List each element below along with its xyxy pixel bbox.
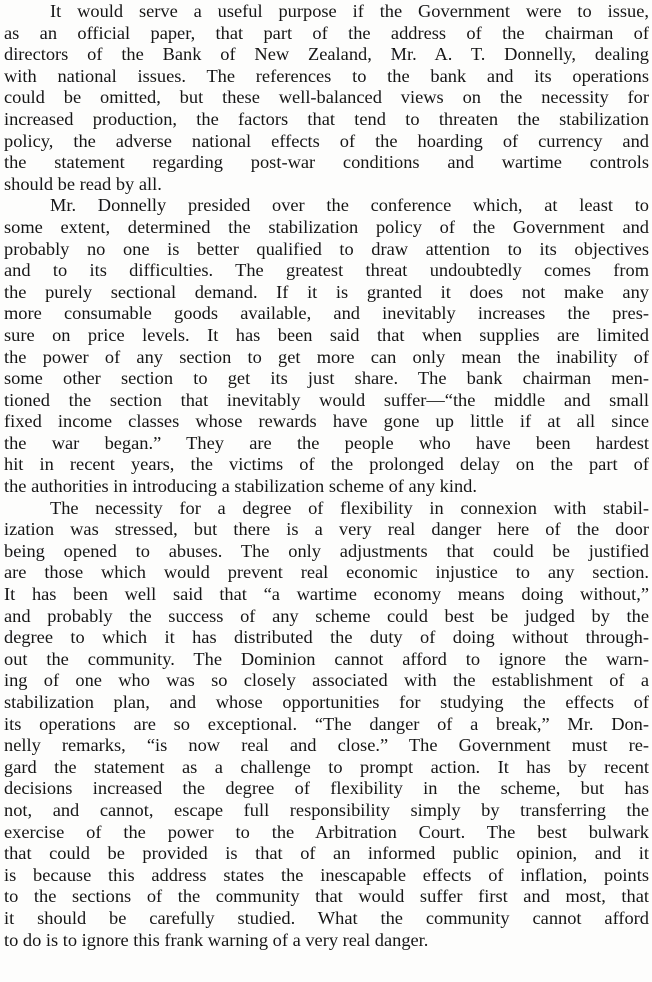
text-line: increased production, the factors that tend to threaten the stabilization (4, 108, 649, 129)
text-line: are those which would prevent real economic injustice to any section. (4, 562, 649, 583)
text-line: more consumable goods available, and inevitably increases the pres- (4, 303, 649, 324)
paragraph-1 (4, 1, 649, 195)
text-line: The necessity for a degree of flexibility in connexion with stabil- (50, 497, 649, 518)
text-line: probably no one is better qualified to draw attention to its objectives (4, 238, 649, 259)
text-line: out the community. The Dominion cannot afford to ignore the warn- (4, 648, 649, 669)
text-line: to the sections of the community that would suffer first and most, that (4, 886, 649, 907)
text-line: the authorities in introducing a stabilization scheme of any kind. (4, 476, 477, 497)
text-line: tioned the section that inevitably would suffer—“the middle and small (4, 389, 649, 410)
text-line: fixed income classes whose rewards have gone up little if at all since (4, 411, 649, 432)
text-line: Mr. Donnelly presided over the conference which, at least to (50, 195, 649, 216)
text-line: the war began.” They are the people who have been hardest (4, 432, 649, 453)
editorial-article (4, 1, 649, 951)
text-line: directors of the Bank of New Zealand, Mr. A. T. Donnelly, dealing (4, 44, 649, 65)
paragraph-2 (4, 195, 649, 497)
text-line: It has been well said that “a wartime economy means doing without,” (4, 584, 649, 605)
text-line: stabilization plan, and whose opportunities for studying the effects of (4, 692, 649, 712)
text-line: should be read by all. (4, 173, 162, 194)
paragraph-3 (4, 498, 649, 951)
text-line: policy, the adverse national effects of the hoarding of currency and (4, 130, 649, 151)
text-line: gard the statement as a challenge to prompt action. It has by recent (4, 756, 649, 777)
text-line: some extent, determined the stabilization policy of the Government and (4, 216, 649, 237)
text-line: and to its difficulties. The greatest threat undoubtedly comes from (4, 260, 649, 281)
text-line: with national issues. The references to the bank and its operations (4, 65, 649, 86)
text-line: is because this address states the inescapable effects of inflation, points (4, 864, 649, 885)
text-line: some other section to get its just share. The bank chairman men- (4, 368, 649, 389)
text-line: degree to which it has distributed the duty of doing without through- (4, 627, 649, 648)
text-line: being opened to abuses. The only adjustments that could be justified (4, 540, 649, 561)
text-line: ing of one who was so closely associated with the establishment of a (4, 670, 649, 691)
text-line: its operations are so exceptional. “The danger of a break,” Mr. Don- (4, 713, 649, 734)
text-line: the purely sectional demand. If it is granted it does not make any (4, 281, 649, 302)
text-line: ization was stressed, but there is a very real danger here of the door (4, 519, 649, 540)
text-line: exercise of the power to the Arbitration Court. The best bulwark (4, 821, 649, 842)
text-line: and probably the success of any scheme could best be judged by the (4, 605, 649, 626)
text-line: nelly remarks, “is now real and close.” The Government must re- (4, 735, 649, 756)
text-line: that could be provided is that of an informed public opinion, and it (4, 843, 649, 864)
text-line: hit in recent years, the victims of the prolonged delay on the part of (4, 454, 649, 475)
text-line: not, and cannot, escape full responsibility simply by transferring the (4, 799, 649, 820)
text-line: could be omitted, but these well-balanced views on the necessity for (4, 87, 649, 108)
text-line: the statement regarding post-war conditions and wartime controls (4, 152, 649, 173)
text-line: decisions increased the degree of flexibility in the scheme, but has (4, 778, 649, 799)
text-line: it should be carefully studied. What the community cannot afford (4, 907, 649, 928)
text-line: sure on price levels. It has been said that when supplies are limited (4, 324, 649, 345)
text-line: the power of any section to get more can only mean the inability of (4, 346, 649, 367)
text-line: to do is to ignore this frank warning of a very real danger. (4, 929, 429, 950)
text-line: It would serve a useful purpose if the Government were to issue, (50, 1, 649, 21)
text-line: as an official paper, that part of the address of the chairman of (4, 22, 649, 43)
